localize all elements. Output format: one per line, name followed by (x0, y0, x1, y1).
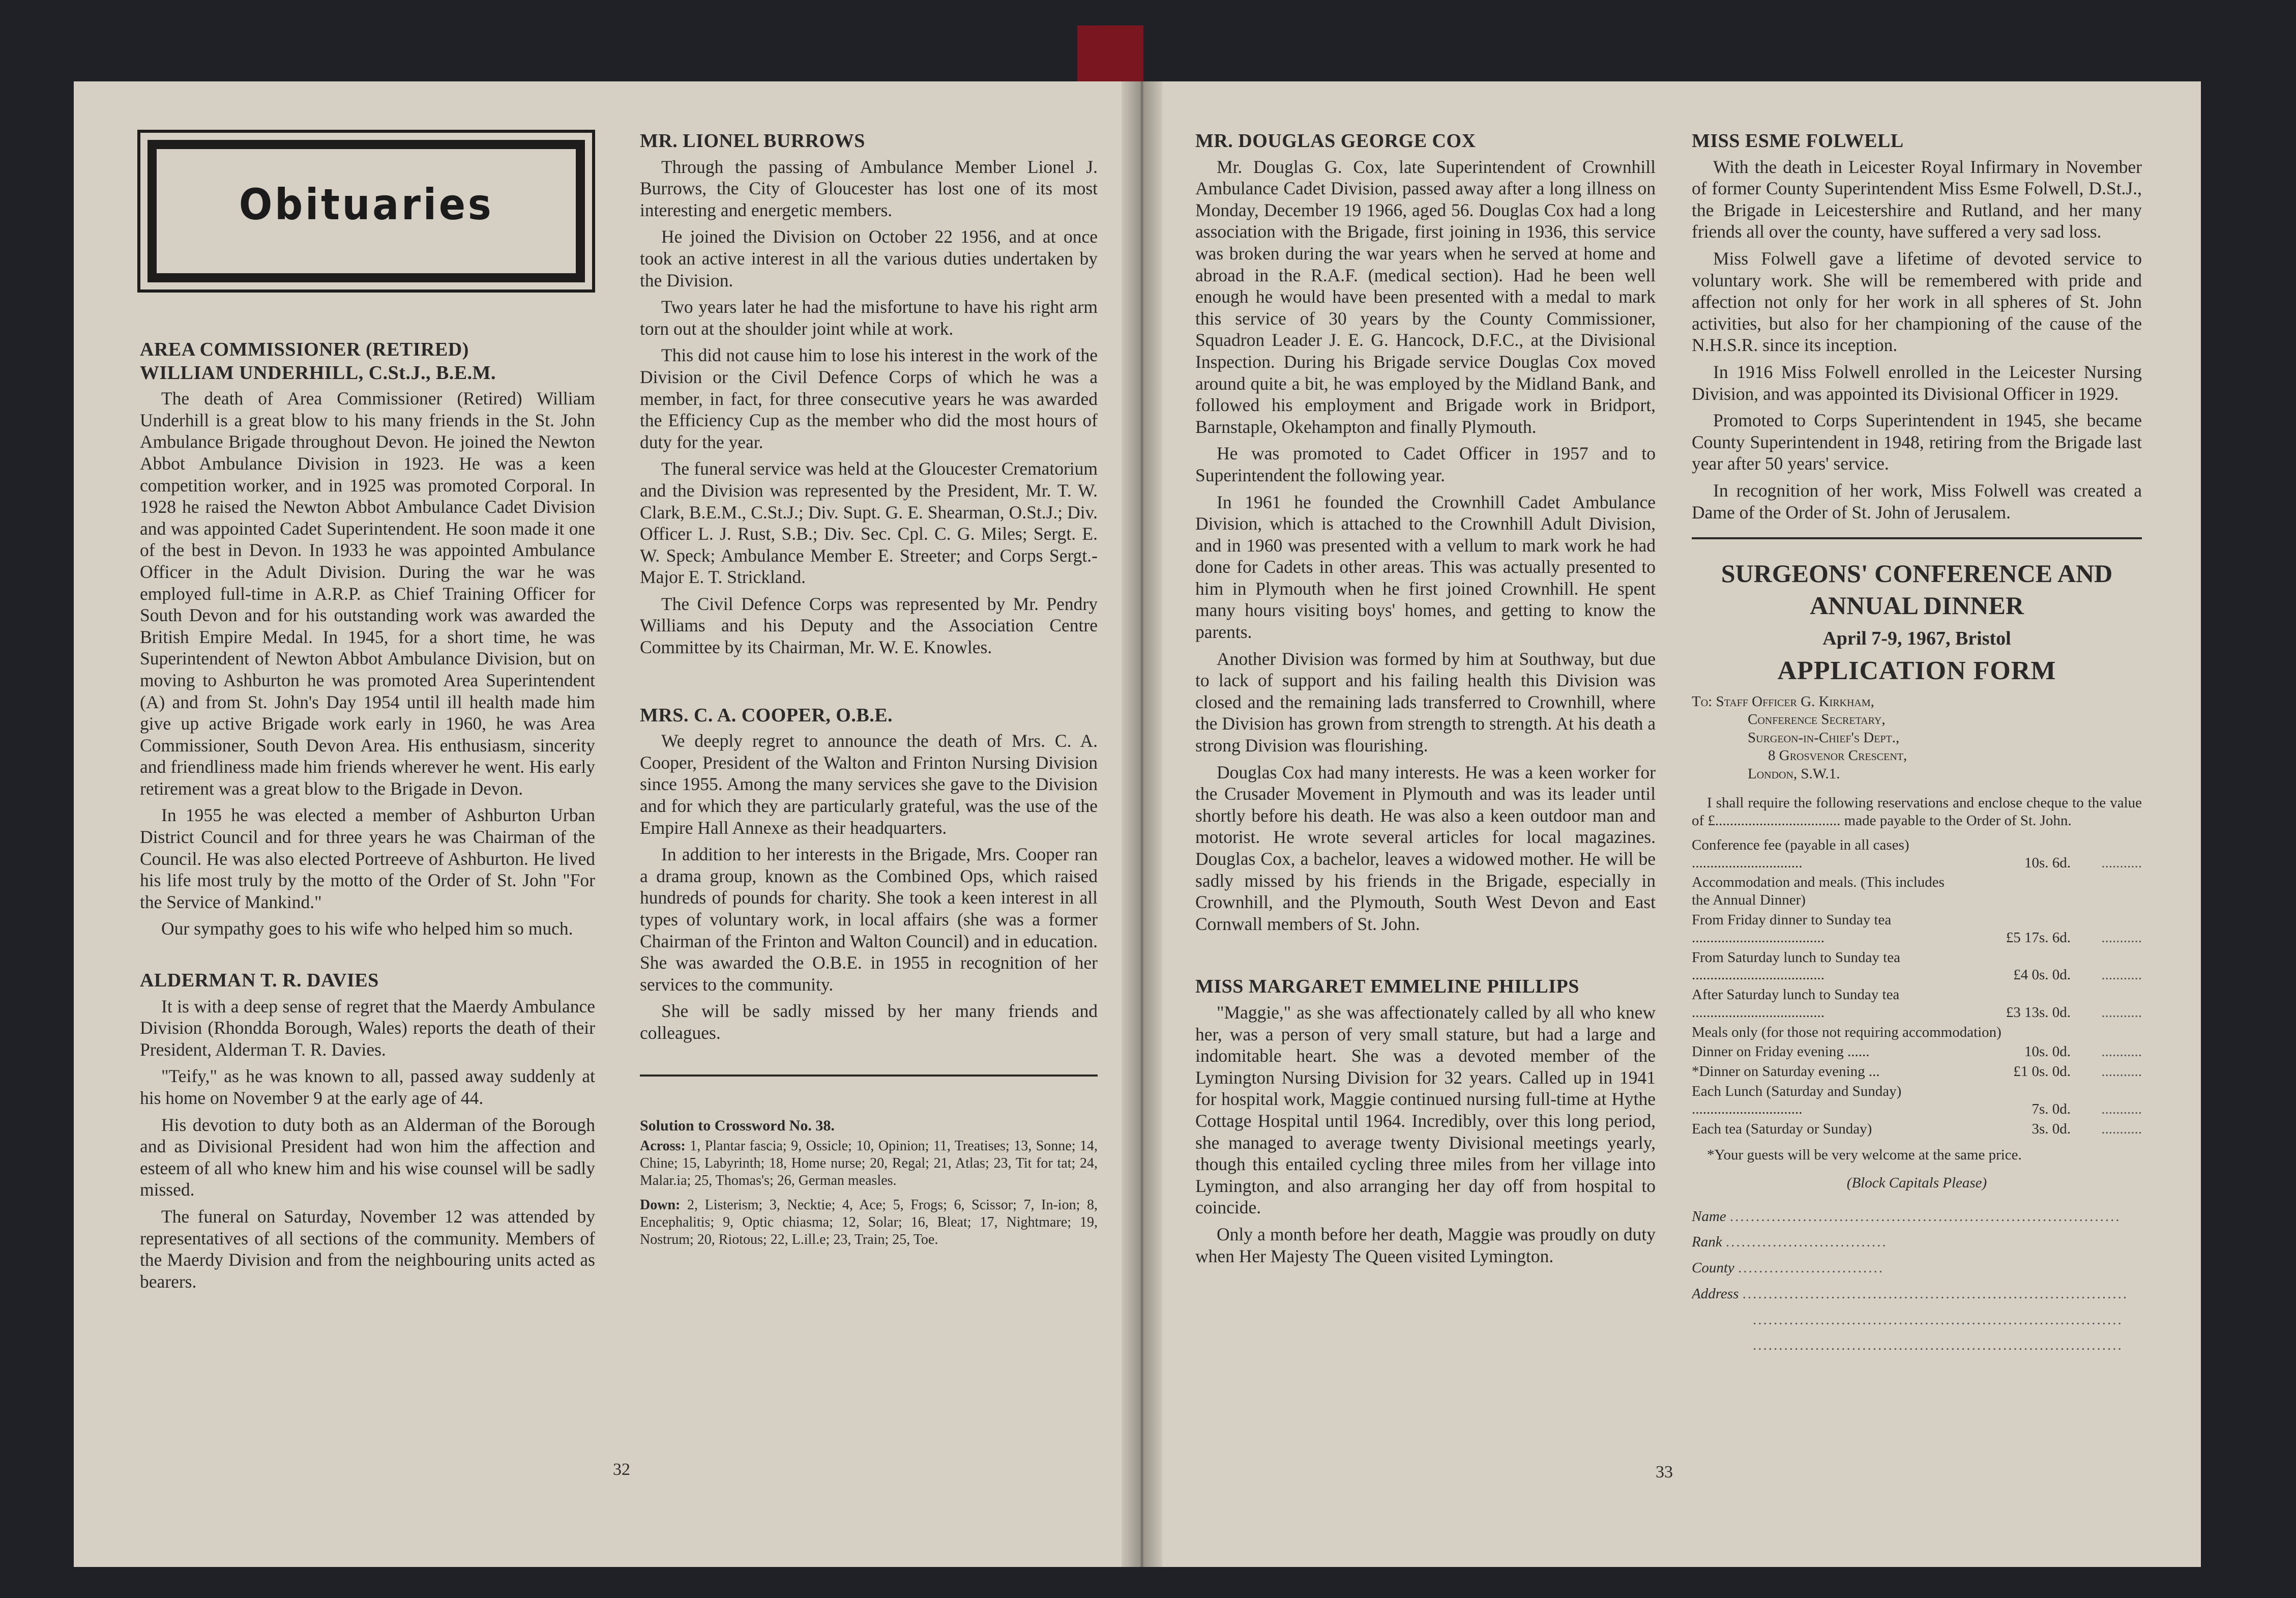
county-field[interactable]: County ............................ (1692, 1260, 1885, 1276)
to-line: Staff Officer G. Kirkham, (1716, 693, 1874, 710)
obituary-heading: MISS ESME FOLWELL (1692, 130, 1904, 152)
obituary-paragraph: In 1916 Miss Folwell enrolled in the Leicester Nursing Division, and was appointed its Divisional Officer in 1929. (1692, 361, 2142, 404)
right-column-2 (1692, 130, 2142, 1358)
obituary-paragraph: Another Division was formed by him at Southway, but due to lack of support and his failing health this Division was closed and the remaining lads transferred to Crownhill, where the Division has grown from strength to strength. At his death a strong Division was flourishing. (1195, 648, 1656, 756)
fee-table (1692, 836, 2142, 1140)
fee-entry-field[interactable]: ........... (2101, 1120, 2142, 1137)
form-title-line-2: ANNUAL DINNER (1810, 591, 2024, 620)
fee-row: Conference fee (payable in all cases) .............................. 10s. 6d. ........... (1692, 836, 2142, 874)
fee-row: Each Lunch (Saturday and Sunday) .............................. 7s. 0d. ........... (1692, 1083, 2142, 1120)
fee-row: Dinner on Friday evening ...... 10s. 0d. ........... (1692, 1043, 2142, 1063)
page-number-left: 32 (613, 1460, 630, 1479)
fee-row: From Saturday lunch to Sunday tea .................................... £4 0s. 0d. ........... (1692, 949, 2142, 986)
obituary-paragraph: Douglas Cox had many interests. He was a keen worker for the Crusader Movement in Plymouth and was its leader until shortly before his death. He was also a keen outdoor man and motorist. He wrote several articles for local magazines. Douglas Cox, a bachelor, leaves a widowed mother. He will be sadly missed by his friends in the Brigade, especially in Crownhill, and the Plymouth, South West Devon and East Cornwall members of St. John. (1195, 762, 1656, 934)
obituary-cox (1195, 130, 1656, 935)
obituary-paragraph: In 1955 he was elected a member of Ashburton Urban District Council and for three years he was Chairman of the Council. He was also elected Portreeve of Ashburton. He lived his life most truly by the motto of the Order of St. John "For the Service of Mankind." (140, 805, 595, 912)
obituary-paragraph: In recognition of her work, Miss Folwell was created a Dame of the Order of St. John of Jerusalem. (1692, 480, 2142, 522)
obituary-heading: MR. LIONEL BURROWS (640, 130, 865, 152)
obituary-paragraph: It is with a deep sense of regret that the Maerdy Ambulance Division (Rhondda Borough, Wales) reports the death of their President, Alderman T. R. Davies. (140, 996, 595, 1060)
left-column-2 (640, 130, 1098, 1254)
to-line: Conference Secretary, (1748, 711, 1886, 728)
fee-entry-field[interactable]: ........... (2101, 1063, 2142, 1080)
obituary-paragraph: Mr. Douglas G. Cox, late Superintendent of Crownhill Ambulance Cadet Division, passed away after a long illness on Monday, December 19 1966, aged 56. Douglas Cox had a long association with the Brigade, first joining in 1936, this service was broken during the war years when he served at home and abroad in the R.A.F. (medical section). Had he been well enough he would have been presented with a medal to mark this service of 30 years by the County Commissioner, Squadron Leader J. E. G. Hancock, D.F.C., at the Divisional Inspection. During his Brigade service Douglas Cox moved around quite a bit, he was employed by the Midland Bank, and followed his employment and Brigade work in Bridport, Barnstaple, Okehampton and finally Plymouth. (1195, 156, 1656, 437)
obituary-paragraph: "Teify," as he was known to all, passed away suddenly at his home on November 9 at the early age of 44. (140, 1066, 595, 1108)
obituary-paragraph: Through the passing of Ambulance Member Lionel J. Burrows, the City of Gloucester has lost one of its most interesting and energetic members. (640, 156, 1098, 220)
form-heading: APPLICATION FORM (1777, 656, 2056, 686)
to-label: To: (1692, 693, 1713, 710)
form-title-line-1: SURGEONS' CONFERENCE AND (1721, 559, 2113, 588)
crossword-solution (640, 1117, 1098, 1249)
left-column-1 (140, 338, 595, 1322)
fee-row: *Dinner on Saturday evening ... £1 0s. 0d. ........... (1692, 1063, 2142, 1083)
form-date: April 7-9, 1967, Bristol (1822, 628, 2011, 650)
address-field[interactable]: Address .......................................................................... (1692, 1285, 2129, 1302)
address-field-line-2[interactable]: ....................................................................... (1753, 1311, 2123, 1328)
obituary-paragraph: In 1961 he founded the Crownhill Cadet Ambulance Division, which is attached to the Crownhill Adult Division, and in 1960 was presented with a vellum to mark work he had done for Cadets in other areas. This was actually presented to him in Plymouth when he first joined Crownhill. He spent many hours visiting boys' homes, and getting to know the parents. (1195, 491, 1656, 643)
obituary-paragraph: Promoted to Corps Superintendent in 1945, she became County Superintendent in 1948, retiring from the Brigade last year after 50 years' service. (1692, 410, 2142, 474)
obituary-paragraph: We deeply regret to announce the death of Mrs. C. A. Cooper, President of the Walton and Frinton Nursing Division since 1955. Among the many services she gave to the Division and for which they are particularly grateful, was the use of the Empire Hall Annexe as their headquarters. (640, 731, 1098, 838)
obituary-paragraph: He was promoted to Cadet Officer in 1957 and to Superintendent the following year. (1195, 443, 1656, 485)
fee-entry-field[interactable]: ........... (2101, 967, 2142, 983)
obituary-paragraph: His devotion to duty both as an Alderman of the Borough and as Divisional President had won him the affection and esteem of all who knew him and his wise counsel will be sadly missed. (140, 1114, 595, 1200)
fee-row: Meals only (for those not requiring accommodation) (1692, 1024, 2001, 1040)
obituary-paragraph: The funeral service was held at the Gloucester Crematorium and the Division was represented by the President, Mr. T. W. Clark, B.E.M., C.St.J.; Div. Supt. G. E. Shearman, O.St.J.; Div. Officer L. J. Rust, S.B.; Div. Sec. Cpl. C. G. Miles; Sergt. E. W. Speck; Ambulance Member E. Streeter; and Corps Sergt.-Major E. T. Strickland. (640, 458, 1098, 588)
obituary-paragraph: The death of Area Commissioner (Retired) William Underhill is a great blow to his many friends in the St. John Ambulance Brigade throughout Devon. He joined the Newton Abbot Ambulance Division in 1923. He was a keen competition worker, and in 1925 was promoted Corporal. In 1928 he raised the Newton Abbot Ambulance Cadet Division and was appointed Cadet Superintendent. He soon made it one of the best in Devon. In 1933 he was appointed Ambulance Officer in the Adult Division. During the war he was employed full-time in A.R.P. as Chief Training Officer for South Devon and for his outstanding work was awarded the British Empire Medal. In 1945, for a short time, he was Superintendent of Newton Abbot Ambulance Division, but on moving to Ashburton he was promoted Area Superintendent (A) and from St. John's Day 1954 until ill health made him give up active Brigade work early in 1960, he was Area Commissioner, South Devon Area. His enthusiasm, sincerity and friendliness made him friends wherever he went. His early retirement was a great blow to the Brigade in Devon. (140, 388, 595, 799)
guest-note: *Your guests will be very welcome at the same price. (1707, 1147, 2022, 1164)
obituary-burrows (640, 130, 1098, 658)
obituary-folwell (1692, 130, 2142, 523)
obituary-paragraph: Only a month before her death, Maggie was proudly on duty when Her Majesty The Queen visited Lymington. (1195, 1224, 1656, 1266)
obituary-phillips (1195, 975, 1656, 1267)
crossword-across: Across: 1, Plantar fascia; 9, Ossicle; 10, Opinion; 11, Treatises; 13, Sonne; 14, Chine; 15, Labyrinth; 18, Home nurse; 20, Regal; 21, Atlas; 23, Tit for tat; 24, Malar.ia; 25, Thomas's; 26, German measles. (640, 1138, 1098, 1188)
form-intro: I shall require the following reservations and enclose cheque to the value of £.................................. made payable to the Order of St. John. (1692, 794, 2142, 829)
obituary-heading: MR. DOUGLAS GEORGE COX (1195, 130, 1476, 152)
obituary-cooper (640, 704, 1098, 1044)
obituary-paragraph: "Maggie," as she was affectionately called by all who knew her, was a person of very small stature, but had a large and indomitable heart. She was a devoted member of the Lymington Nursing Division for 32 years. Called up in 1941 for hospital work, Maggie continued nursing full-time at Hythe Cottage Hospital until 1964. Incredibly, over this long period, she managed to average twenty Divisional meetings yearly, though this entailed cycling three miles from her village into Lymington, and also arranging her day off from hospital to coincide. (1195, 1002, 1656, 1218)
crossword-title: Solution to Crossword No. 38. (640, 1117, 835, 1134)
obituary-paragraph: This did not cause him to lose his interest in the work of the Division or the Civil Defence Corps of which he was a member, in fact, for three consecutive years he was awarded the Efficiency Cup as the member who did the most hours of duty for the year. (640, 345, 1098, 452)
obituary-heading: AREA COMMISSIONER (RETIRED) WILLIAM UNDERHILL, C.St.J., B.E.M. (140, 339, 496, 384)
block-capitals-note: (Block Capitals Please) (1846, 1174, 1987, 1191)
fee-row: Each tea (Saturday or Sunday) 3s. 0d. ........... (1692, 1120, 2142, 1140)
obituary-heading: ALDERMAN T. R. DAVIES (140, 970, 379, 992)
fee-row: From Friday dinner to Sunday tea .................................... £5 17s. 6d. ........... (1692, 911, 2142, 949)
obituary-heading: MRS. C. A. COOPER, O.B.E. (640, 704, 893, 726)
fee-entry-field[interactable]: ........... (2101, 854, 2142, 871)
form-address-block (1692, 693, 2142, 783)
obituary-heading: MISS MARGARET EMMELINE PHILLIPS (1195, 976, 1579, 998)
application-form (1692, 558, 2142, 1358)
page-number-right: 33 (1656, 1463, 1673, 1481)
fee-row: After Saturday lunch to Sunday tea .................................... £3 13s. 0d. ........... (1692, 986, 2142, 1024)
obituary-underhill (140, 338, 595, 940)
obituary-paragraph: He joined the Division on October 22 1956, and at once took an active interest in all the various duties undertaken by the Division. (640, 226, 1098, 290)
fee-row: Accommodation and meals. (This includes the Annual Dinner) (1692, 874, 1945, 909)
page-title: Obituaries (239, 180, 494, 229)
obituary-paragraph: The funeral on Saturday, November 12 was attended by representatives of all sections of the community. Members of the Maerdy Division and from the neighbouring units acted as bearers. (140, 1206, 595, 1292)
obituary-paragraph: The Civil Defence Corps was represented by Mr. Pendry Williams and his Deputy and the Association Centre Committee by its Chairman, Mr. W. E. Knowles. (640, 593, 1098, 658)
section-divider (640, 1074, 1098, 1077)
section-divider (1692, 537, 2142, 539)
obituary-davies (140, 969, 595, 1292)
name-field[interactable]: Name ........................................................................... (1692, 1208, 2121, 1225)
address-field-line-3[interactable]: ....................................................................... (1753, 1337, 2123, 1354)
fee-entry-field[interactable]: ........... (2101, 929, 2142, 946)
fee-entry-field[interactable]: ........... (2101, 1004, 2142, 1021)
obituary-paragraph: Miss Folwell gave a lifetime of devoted service to voluntary work. She will be remembered with pride and affection not only for her work in all spheres of St. John activities, but also for her championing of the cause of the N.H.S.R. since its inception. (1692, 248, 2142, 356)
obituary-paragraph: Our sympathy goes to his wife who helped him so much. (161, 918, 573, 939)
rank-field[interactable]: Rank ............................... (1692, 1234, 1888, 1251)
obituary-paragraph: She will be sadly missed by her many friends and colleagues. (640, 1001, 1098, 1043)
fee-entry-field[interactable]: ........... (2101, 1043, 2142, 1060)
crossword-down: Down: 2, Listerism; 3, Necktie; 4, Ace; 5, Frogs; 6, Scissor; 7, In-ion; 8, Encephalitis; 9, Optic chiasma; 12, Solar; 16, Bleat; 17, Nightmare; 19, Nostrum; 20, Riotous; 22, L.ill.e; 23, Train; 25, Toe. (640, 1197, 1098, 1248)
obituary-paragraph: Two years later he had the misfortune to have his right arm torn out at the shoulder joint while at work. (640, 297, 1098, 339)
obituary-paragraph: With the death in Leicester Royal Infirmary in November of former County Superintendent Miss Esme Folwell, D.St.J., the Brigade in Leicestershire and Rutland, and her many friends all over the county, have suffered a very sad loss. (1692, 156, 2142, 242)
right-column-1 (1195, 130, 1656, 1296)
obituaries-header-box (137, 130, 595, 293)
to-line: 8 Grosvenor Crescent, (1768, 747, 1907, 764)
book-gutter (1122, 81, 1162, 1567)
obituary-paragraph: In addition to her interests in the Brigade, Mrs. Cooper ran a drama group, known as the Combined Ops, which raised hundreds of pounds for charity. She took a keen interest in all types of voluntary work, in local affairs (she was a former Chairman of the Frinton and Walton Council) and in education. She was awarded the O.B.E. in 1955 in recognition of her services to the community. (640, 844, 1098, 995)
to-line: Surgeon-in-Chief's Dept., (1748, 729, 1900, 746)
to-line: London, S.W.1. (1748, 765, 1840, 782)
fee-entry-field[interactable]: ........... (2101, 1100, 2142, 1117)
